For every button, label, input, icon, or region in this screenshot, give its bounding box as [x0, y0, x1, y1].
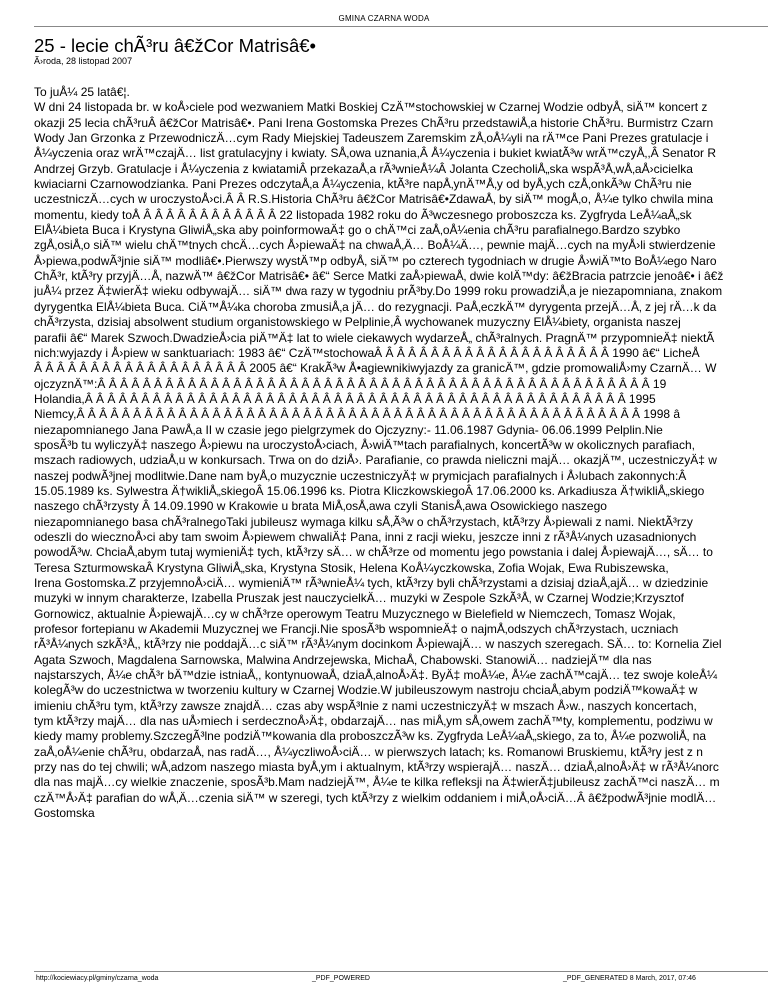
article-title: 25 - lecie chÃ³ru â€žCor Matrisâ€• [34, 35, 317, 56]
article-text-line: zaÅ‚oÅ¼enie chÃ³ru, obdarzaÅ‚ nas radÄ…, Å¼yczliwoÅ›ciÄ… w pierwszych latach; ks. Romanowi Bruskiemu, ktÃ³ry jest z n [34, 744, 703, 759]
article-text-line: nich:wyjazdy i Å›piew w sanktuariach: 1983 â€“ CzÄ™stochowaÂ Â Â Â Â Â Â Â Â Â Â Â Â Â Â Â Â Â Â Â Â 1990 â€“ LicheÅ [34, 345, 700, 360]
article-text-line: W dni 24 listopada br. w koÅ›ciele pod wezwaniem Matki Boskiej CzÄ™stochowskiej w Czarnej Wodzie odbyÅ‚ siÄ™ koncert z [34, 100, 708, 115]
article-text-line: kiedy mamy problemy.SzczegÃ³lne podziÄ™kowania dla proboszczÃ³w ks. Zygfryda LeÅ¼aÅ„skiego, za to, Å¼e pozwoliÅ‚ na [34, 729, 707, 744]
article-text-line: niezapomnianego basa chÃ³ralnegoTaki jubileusz wymaga kilku sÅ‚Ã³w o chÃ³rzystach, ktÃ³rzy Å›piewali z nami. NiektÃ³rzy [34, 514, 693, 529]
article-text-line: kolegÃ³w do uczestnictwa w tworzeniu kultury w Czarnej Wodzie.W jubileuszowym nastroju chciaÅ‚abym podziÄ™kowaÄ‡ w [34, 683, 698, 698]
article-text-line: Niemcy,Â Â Â Â Â Â Â Â Â Â Â Â Â Â Â Â Â Â Â Â Â Â Â Â Â Â Â Â Â Â Â Â Â Â Â Â Â Â Â Â Â Â Â Â Â Â Â Â Â Â 1998 â [34, 407, 681, 422]
article-text-line: Gornowicz, aktualnie Å›piewajÄ…cy w chÃ³rze operowym Teatru Muzycznego w Bielefield w Niemczech, Tomasz Wojak, [34, 606, 676, 621]
article-text-line: profesor fortepianu w Akademii Muzycznej we Francji.Nie sposÃ³b wspomnieÄ‡ o najmÅ‚odszych chÃ³rzystach, uczniach [34, 622, 679, 637]
article-text-line: Holandia,Â Â Â Â Â Â Â Â Â Â Â Â Â Â Â Â Â Â Â Â Â Â Â Â Â Â Â Â Â Â Â Â Â Â Â Â Â Â Â Â Â Â Â Â Â Â Â Â 1995 [34, 391, 656, 406]
article-text-line: ChÃ³r, ktÃ³ry przyjÄ…Å‚ nazwÄ™ â€žCor Matrisâ€• â€“ Serce Matki zaÅ›piewaÅ‚ dwie kolÄ™dy: â€žBracia patrzcie jenoâ€• i â€ž [34, 269, 724, 284]
article-text-line: parafii â€“ Marek Szwoch.DwadzieÅ›cia piÄ™Ä‡ lat to wiele ciekawych wydarzeÅ„ chÃ³ralnych. PragnÄ™ przypomnieÄ‡ niektÃ [34, 330, 715, 345]
footer-pdf-generated: _PDF_GENERATED 8 March, 2017, 07:46 [563, 975, 696, 982]
article-text-line: Gostomska [34, 806, 95, 821]
article-text-line: dyrygentka ElÅ¼bieta Buca. CiÄ™Å¼ka choroba zmusiÅ‚a jÄ… do rezygnacji. PaÅ‚eczkÄ™ dyrygenta przejÄ…Å‚ z jej rÄ…k da [34, 299, 717, 314]
article-text-line: okazji 25 lecia chÃ³ruÂ â€žCor Matrisâ€•. Pani Irena Gostomska Prezes ChÃ³ru przedstawiÅ‚a historie ChÃ³ru. Burmistrz Czarn [34, 115, 714, 130]
article-text-line: muzyki w innym charakterze, Izabella Pruszak jest nauczycielkÄ… muzyki w Zespole SzkÃ³Å‚ w Czarnej Wodzie;Krzysztof [34, 591, 684, 606]
article-body [34, 85, 768, 822]
article-text-line: przy nas do tej chwili; wÅ‚adzom naszego miasta byÅ‚ym i aktualnym, ktÃ³rzy wspierajÄ… naszÄ… dziaÅ‚alnoÅ›Ä‡ w rÃ³Å¼norc [34, 760, 719, 775]
article-text-line: uczestniczÄ…cych w uroczystoÅ›ci.Â Â R.S.Historia ChÃ³ru â€žCor Matrisâ€•ZdawaÅ‚ by siÄ™ mogÅ‚o, Å¼e tylko chwila mina [34, 192, 714, 207]
article-text-line: momentu, kiedy toÅ Â Â Â Â Â Â Â Â Â Â Â Â 22 listopada 1982 roku do Ã³wczesnego proboszcza ks. Zygfryda LeÅ¼aÅ„sk [34, 207, 692, 222]
article-text-line: Irena Gostomska.Z przyjemnoÅ›ciÄ… wymieniÄ™ rÃ³wnieÅ¼ tych, ktÃ³rzy byli chÃ³rzystami a dzisiaj dziaÅ‚ajÄ… w dziedzinie [34, 576, 709, 590]
article-text-line: naszej podwÃ³jnej modlitwie.Dane nam byÅ‚o muzycznie uczestniczyÄ‡ w prymicjach parafialnych i Å›lubach zakonnych:Â [34, 468, 687, 483]
article-text-line: ElÅ¼bieta Buca i Krystyna GliwiÅ„ska aby poinformowaÄ‡ go o chÄ™ci zaÅ‚oÅ¼enia chÃ³ru parafialnego.Bardzo szybko [34, 223, 681, 238]
footer-source-url: http://kociewiacy.pl/gminy/czarna_woda [36, 975, 159, 982]
article-text-line: sposÃ³b tu wyliczyÄ‡ naszego Å›piewu na uroczystoÅ›ciach, Å›wiÄ™tach parafialnych, koncertÃ³w w okolicznych parafiach, [34, 437, 695, 452]
article-text-line: Agata Szwoch, Magdalena Sarnowska, Malwina Andrzejewska, MichaÅ‚ Chabowski. StanowiÄ… nadziejÄ™ dla nas [34, 652, 652, 667]
article-text-line: Å¼yczenia oraz wrÄ™czajÄ… list gratulacyjny i kwiaty. SÅ‚owa uznania,Â Å¼yczenia i bukiet kwiatÃ³w wrÄ™czyÅ‚,Â Senator R [34, 146, 717, 161]
article-text-line: Teresa SzturmowskaÂ Krystyna GliwiÅ„ska, Krystyna Stosik, Helena KoÅ¼yczkowska, Zofia Wojak, Ewa Rubiszewska, [34, 560, 669, 575]
article-text-line: tym ktÃ³rzy majÄ… dla nas uÅ›miech i serdecznoÅ›Ä‡, obdarzajÄ… nas miÅ‚ym sÅ‚owem zachÄ™ty, komplementu, podziwu w [34, 714, 713, 729]
article-text-line: rÃ³Å¼nych szkÃ³Å‚, ktÃ³rzy nie poddajÄ…c siÄ™ rÃ³Å¼nym docinkom Å›piewajÄ… w naszych szeregach. SÄ… to: Kornelia Ziel [34, 637, 722, 652]
footer-divider [34, 971, 768, 972]
footer-pdf-powered: _PDF_POWERED [312, 975, 370, 982]
article-text-line: juÅ¼ przez Ä‡wierÄ‡ wieku odbywajÄ… siÄ™ dwa razy w tygodniu prÃ³by.Do 1999 roku prowadziÅ‚a je niezapomniana, znakom [34, 284, 723, 299]
article-text-line: ojczyznÄ™:Â Â Â Â Â Â Â Â Â Â Â Â Â Â Â Â Â Â Â Â Â Â Â Â Â Â Â Â Â Â Â Â Â Â Â Â Â Â Â Â Â Â Â Â Â Â Â Â Â 19 [34, 376, 667, 391]
article-text-line: chÃ³rzysta, dzisiaj absolwent studium organistowskiego w Pelplinie,Â wychowanek muzyczny ElÅ¼biety, organista naszej [34, 315, 681, 330]
article-text-line: 15.05.1989 ks. Sylwestra Ä†wikliÅ„skiegoÂ 15.06.1996 ks. Piotra KliczkowskiegoÂ 17.06.2000 ks. Arkadiusza Ä†wikliÅ„skiego [34, 483, 705, 498]
article-text-line: odeszli do wiecznoÅ›ci aby tam swoim Å›piewem chwaliÄ‡ Pana, inni z racji wieku, jeszcze inni z rÃ³Å¼nych uzasadnionych [34, 529, 697, 544]
article-text-line: niezapomnianego Jana PawÅ‚a II w czasie jego pielgrzymek do Ojczyzny:- 11.06.1987 Gdynia- 06.06.1999 Pelplin.Nie [34, 422, 663, 437]
article-text-line: kwiaciarni Czarnowodzianka. Pani Prezes odczytaÅ‚a Å¼yczenia, ktÃ³re napÅ‚ynÄ™Å‚y od byÅ‚ych czÅ‚onkÃ³w ChÃ³ru nie [34, 177, 692, 192]
article-text-line: czÄ™Å›Ä‡ parafian do wÅ‚Ä…czenia siÄ™ w szeregi, tych ktÃ³rzy z wielkim oddaniem i miÅ‚oÅ›ciÄ…Â â€žpodwÃ³jnie modlÄ… [34, 790, 717, 805]
article-text-line: imieniu chÃ³ru tym, ktÃ³rzy zawsze znajdÄ… czas aby wspÃ³lnie z nami uczestniczyÄ‡ w mszach Å›w., naszych koncertach, [34, 698, 697, 713]
article-text-line: mszach radiowych, udziaÅ‚u w konkursach. Trwa on do dziÅ›. Parafianie, co prawda nieliczni majÄ… okazjÄ™, uczestniczyÄ‡ w [34, 453, 717, 468]
header-divider [34, 26, 768, 27]
article-text-line: powodÃ³w. ChciaÅ‚abym tutaj wymieniÄ‡ tych, ktÃ³rzy sÄ… w chÃ³rze od momentu jego powstania i dalej Å›piewajÄ…, sÄ… to [34, 545, 713, 560]
article-text-line: To juÅ¼ 25 latâ€¦. [34, 85, 130, 99]
article-text-line: najstarszych, Å¼e chÃ³r bÄ™dzie istniaÅ‚, kontynuowaÅ‚ dziaÅ‚alnoÅ›Ä‡. ByÄ‡ moÅ¼e, Å¼e zachÄ™cajÄ… tez swoje koleÅ¼ [34, 668, 717, 683]
article-date: Ã›roda, 28 listopad 2007 [34, 56, 133, 66]
article-text-line: zgÅ‚osiÅ‚o siÄ™ wielu chÄ™tnych chcÄ…cych Å›piewaÄ‡ na chwaÅ‚Ä… BoÅ¼Ä…, pewnie majÄ…cych na myÅ›li stwierdzenie [34, 238, 716, 253]
article-text-line: naszego chÃ³rzysty Â 14.09.1990 w Krakowie u brata MiÅ‚osÅ‚awa czyli StanisÅ‚awa Osowickiego naszego [34, 499, 607, 514]
article-text-line: Andrzej Grzyb. Gratulacje i Å¼yczenia z kwiatamiÂ przekazaÅ‚a rÃ³wnieÅ¼Â Jolanta CzecholiÅ„ska wspÃ³Å‚wÅ‚aÅ›cicielka [34, 161, 693, 176]
page-header-site-name: GMINA CZARNA WODA [338, 14, 430, 23]
article-text-line: dla nas majÄ…cy wielkie znaczenie, sposÃ³b.Mam nadziejÄ™, Å¼e te kilka refleksji na Ä‡wierÄ‡jubileusz zachÄ™ci naszÄ… m [34, 775, 720, 790]
article-text-line: Å›piewa,podwÃ³jnie siÄ™ modliâ€•.Pierwszy wystÄ™p odbyÅ‚ siÄ™ po czterech tygodniach w drugie Å›wiÄ™to BoÅ¼ego Naro [34, 253, 717, 268]
article-text-line: Wody Jan Grzonka z PrzewodniczÄ…cym Rady Miejskiej Tadeuszem Zaremskim zÅ‚oÅ¼yli na rÄ™ce Pani Prezes gratulacje i [34, 131, 709, 146]
article-text-line: Â Â Â Â Â Â Â Â Â Â Â Â Â Â Â Â Â Â Â 2005 â€“ KrakÃ³w Å•agiewnikiwyjazdy za granicÄ™, gdzie promowaliÅ›my CzarnÄ… W [34, 361, 717, 376]
